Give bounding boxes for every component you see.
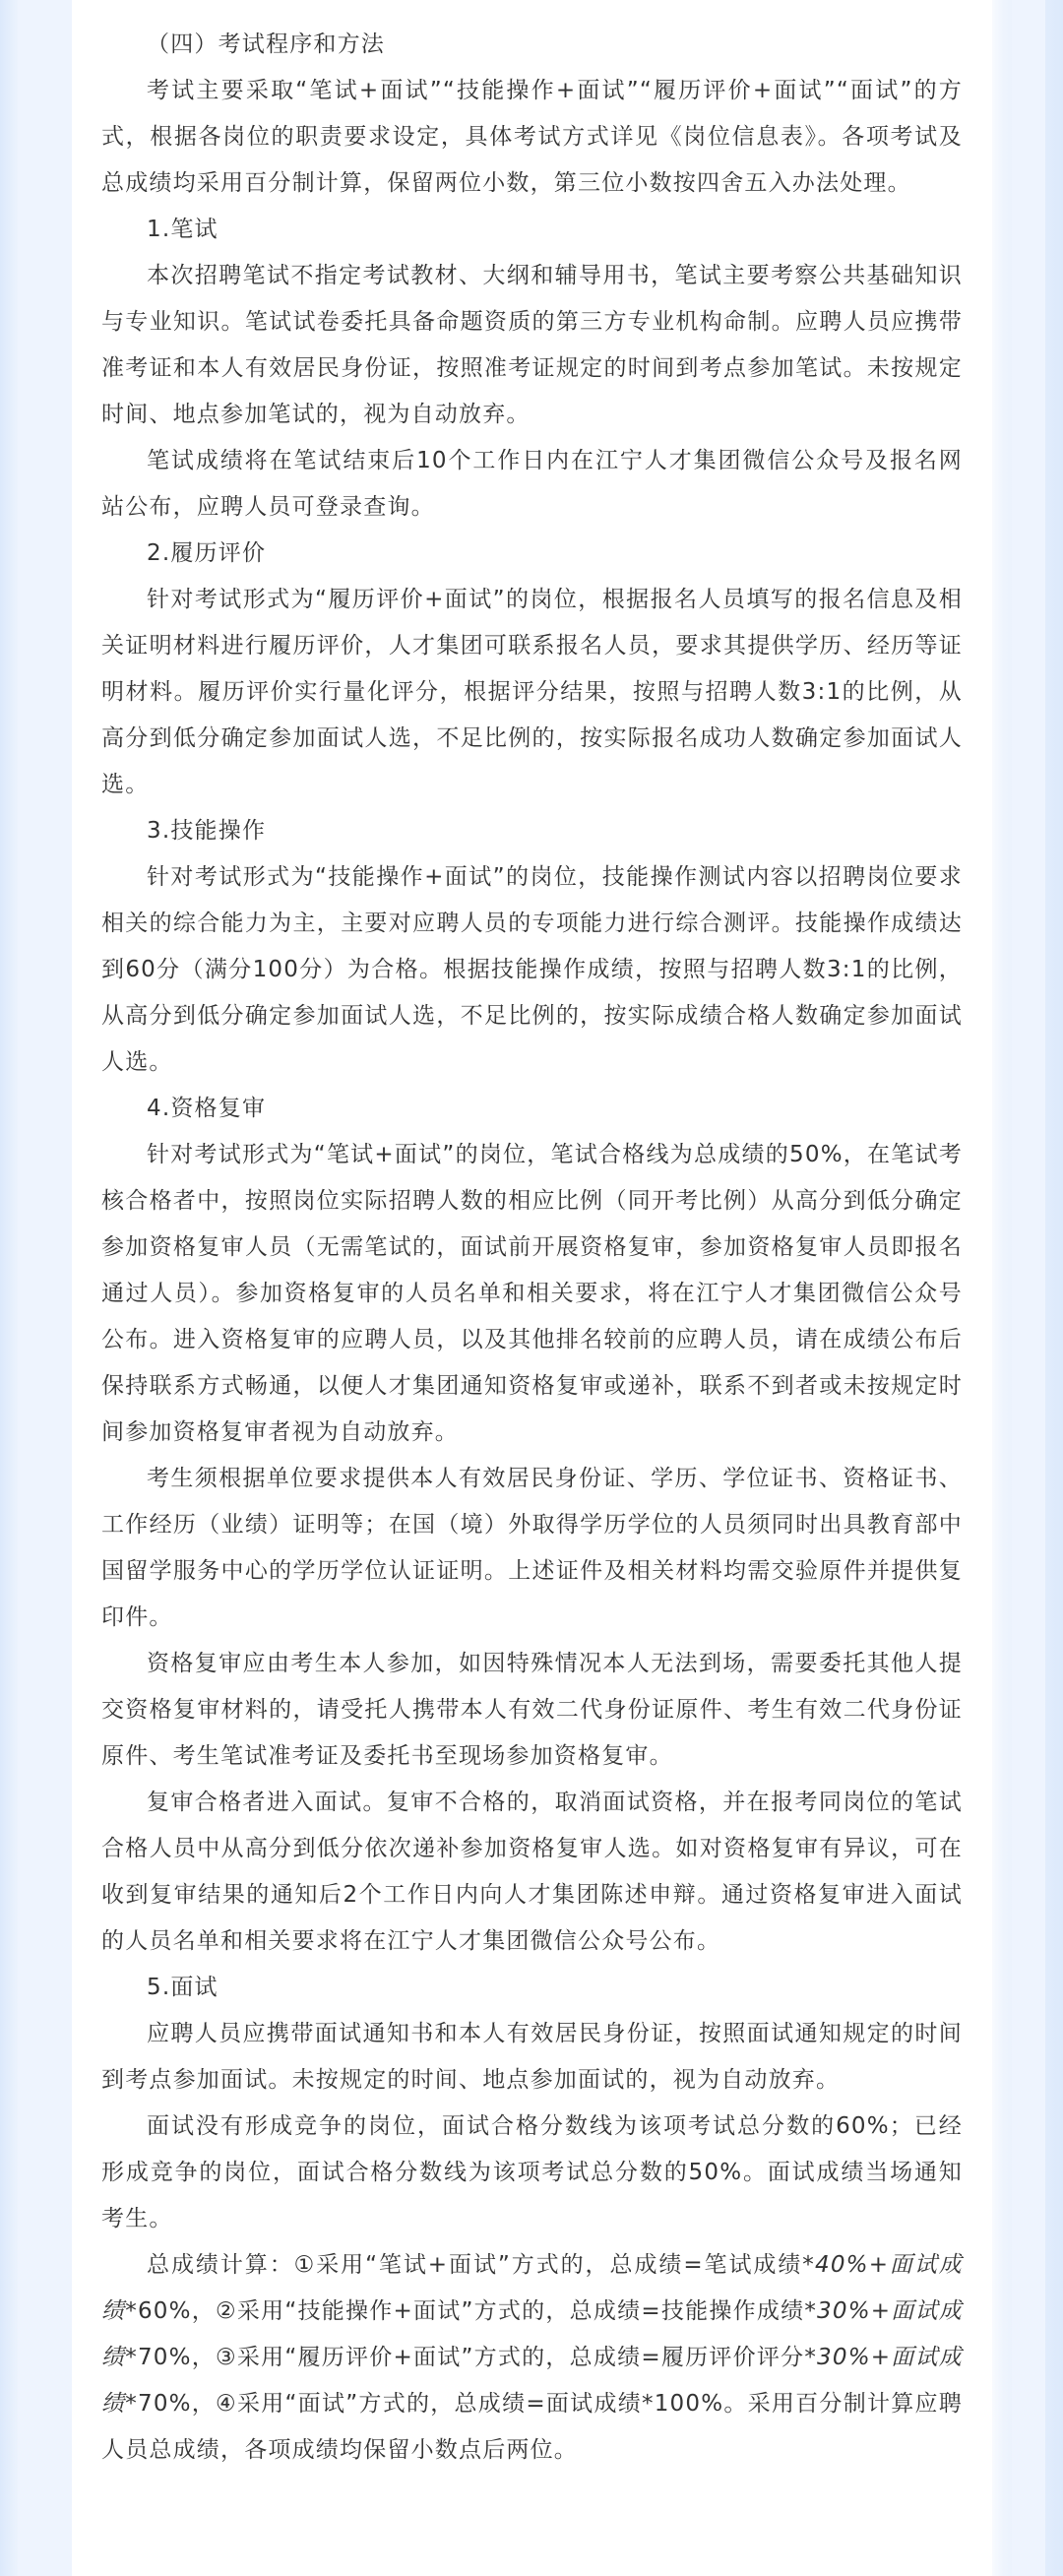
interview-paragraph-1: 应聘人员应携带面试通知书和本人有效居民身份证，按照面试通知规定的时间到考点参加面试。未按规定的时间、地点参加面试的，视为自动放弃。 — [101, 2021, 963, 2093]
total-score-text-1: 总成绩计算：①采用“笔试+面试”方式的，总成绩=笔试成绩 — [147, 2252, 803, 2278]
total-score-text-4: *70%，④采用“面试”方式的，总成绩=面试成绩*100%。采用百分制计算应聘人员总成绩，各项成绩均保留小数点后两位。 — [101, 2391, 963, 2463]
interview-heading: 5.面试 — [147, 1975, 219, 2000]
qualification-review-paragraph-4: 复审合格者进入面试。复审不合格的，取消面试资格，并在报考同岗位的笔试合格人员中从高分到低分依次递补参加资格复审人选。如对资格复审有异议，可在收到复审结果的通知后2个工作日内向人才集团陈述申辩。通过资格复审进入面试的人员名单和相关要求将在江宁人才集团微信公众号公布。 — [101, 1790, 963, 1954]
skill-test-heading: 3.技能操作 — [147, 818, 267, 844]
written-exam-paragraph-1: 本次招聘笔试不指定考试教材、大纲和辅导用书，笔试主要考察公共基础知识与专业知识。笔试试卷委托具备命题资质的第三方专业机构命制。应聘人员应携带准考证和本人有效居民身份证，按照准考证规定的时间到考点参加笔试。未按规定时间、地点参加笔试的，视为自动放弃。 — [101, 263, 963, 427]
total-score-italic-2: *30%+面试成绩 — [101, 2298, 963, 2370]
written-exam-heading: 1.笔试 — [147, 217, 219, 242]
qualification-review-paragraph-3: 资格复审应由考生本人参加，如因特殊情况本人无法到场，需要委托其他人提交资格复审材料的，请受托人携带本人有效二代身份证原件、考生有效二代身份证原件、考生笔试准考证及委托书至现场参加资格复审。 — [101, 1651, 963, 1769]
total-score-italic-3: *30%+面试成绩 — [101, 2345, 963, 2417]
document-content[interactable] — [101, 22, 963, 2474]
total-score-paragraph — [101, 2242, 963, 2474]
interview-paragraph-2: 面试没有形成竞争的岗位，面试合格分数线为该项考试总分数的60%；已经形成竞争的岗位，面试合格分数线为该项考试总分数的50%。面试成绩当场通知考生。 — [101, 2113, 963, 2231]
total-score-text-2: *60%，②采用“技能操作+面试”方式的，总成绩=技能操作成绩 — [125, 2298, 805, 2324]
total-score-italic-1: *40%+面试成绩 — [101, 2252, 964, 2324]
resume-evaluation-heading: 2.履历评价 — [147, 540, 267, 566]
document-paper — [72, 0, 992, 2576]
written-exam-paragraph-2: 笔试成绩将在笔试结束后10个工作日内在江宁人才集团微信公众号及报名网站公布，应聘人员可登录查询。 — [101, 448, 963, 520]
qualification-review-paragraph-1: 针对考试形式为“笔试+面试”的岗位，笔试合格线为总成绩的50%，在笔试考核合格者中，按照岗位实际招聘人数的相应比例（同开考比例）从高分到低分确定参加资格复审人员（无需笔试的，面试前开展资格复审，参加资格复审人员即报名通过人员）。参加资格复审的人员名单和相关要求，将在江宁人才集团微信公众号公布。进入资格复审的应聘人员，以及其他排名较前的应聘人员，请在成绩公布后保持联系方式畅通，以便人才集团通知资格复审或递补，联系不到者或未按规定时间参加资格复审者视为自动放弃。 — [101, 1142, 963, 1445]
section-title: （四）考试程序和方法 — [147, 31, 385, 57]
left-margin-panel — [18, 0, 72, 2576]
intro-paragraph: 考试主要采取“笔试+面试”“技能操作+面试”“履历评价+面试”“面试”的方式，根据各岗位的职责要求设定，具体考试方式详见《岗位信息表》。各项考试及总成绩均采用百分制计算，保留两位小数，第三位小数按四舍五入办法处理。 — [101, 78, 963, 196]
qualification-review-paragraph-2: 考生须根据单位要求提供本人有效居民身份证、学历、学位证书、资格证书、工作经历（业绩）证明等；在国（境）外取得学历学位的人员须同时出具教育部中国留学服务中心的学历学位认证证明。上述证件及相关材料均需交验原件并提供复印件。 — [101, 1466, 963, 1630]
skill-test-paragraph: 针对考试形式为“技能操作+面试”的岗位，技能操作测试内容以招聘岗位要求相关的综合能力为主，主要对应聘人员的专项能力进行综合测评。技能操作成绩达到60分（满分100分）为合格。根据技能操作成绩，按照与招聘人数3:1的比例，从高分到低分确定参加面试人选，不足比例的，按实际成绩合格人数确定参加面试人选。 — [101, 864, 963, 1075]
total-score-text-3: *70%，③采用“履历评价+面试”方式的，总成绩=履历评价评分 — [125, 2345, 805, 2370]
right-margin-panel — [1012, 0, 1045, 2576]
qualification-review-heading: 4.资格复审 — [147, 1096, 267, 1121]
resume-evaluation-paragraph: 针对考试形式为“履历评价+面试”的岗位，根据报名人员填写的报名信息及相关证明材料进行履历评价，人才集团可联系报名人员，要求其提供学历、经历等证明材料。履历评价实行量化评分，根据评分结果，按照与招聘人数3:1的比例，从高分到低分确定参加面试人选，不足比例的，按实际报名成功人数确定参加面试人选。 — [101, 587, 963, 797]
